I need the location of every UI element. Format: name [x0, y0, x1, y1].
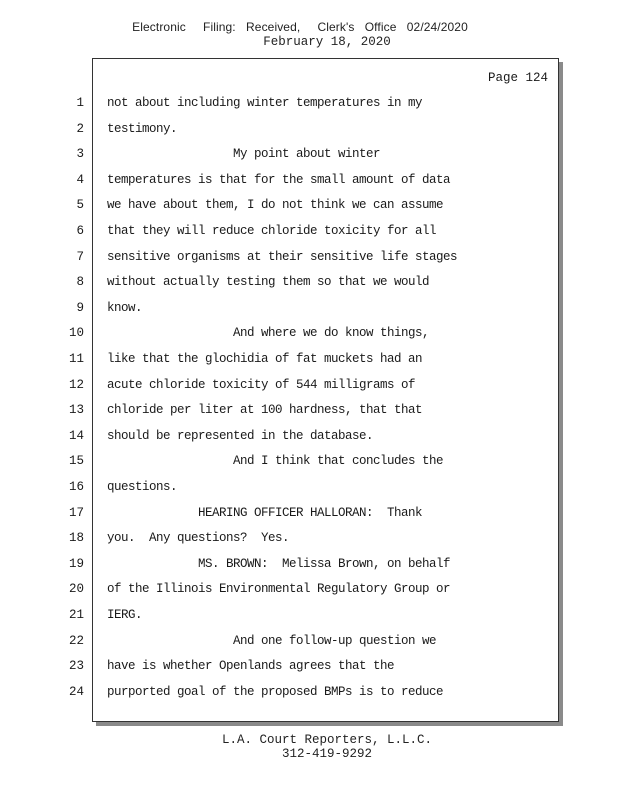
line-text: testimony.	[107, 121, 178, 136]
line-number: 9	[76, 300, 84, 315]
reporter-phone: 312-419-9292	[281, 747, 372, 761]
line-text: know.	[107, 300, 143, 315]
line-number: 21	[68, 608, 84, 622]
page-number: Page 124	[488, 71, 549, 85]
line-number: 18	[68, 531, 84, 546]
line-number: 23	[68, 659, 84, 674]
line-number: 20	[68, 582, 84, 597]
line-number: 1	[76, 96, 84, 110]
line-text: IERG.	[107, 608, 143, 622]
reporter-footer	[0, 733, 618, 761]
line-number: 11	[68, 352, 84, 366]
line-text: questions.	[107, 480, 178, 494]
line-text: acute chloride toxicity of 544 milligrams of	[107, 377, 416, 392]
line-text: sensitive organisms at their sensitive life stages	[107, 249, 458, 264]
line-number: 13	[68, 403, 84, 418]
line-text: And where we do know things,	[107, 326, 430, 341]
line-text: And one follow-up question we	[107, 633, 437, 648]
line-text: My point about winter	[107, 147, 381, 162]
line-number: 7	[76, 249, 84, 264]
line-text: HEARING OFFICER HALLORAN: Thank	[107, 505, 423, 520]
line-number: 22	[68, 633, 84, 648]
line-text: not about including winter temperatures in my	[107, 96, 423, 110]
line-number: 5	[76, 198, 84, 213]
line-number: 6	[76, 224, 84, 238]
line-text: temperatures is that for the small amount of data	[107, 172, 451, 187]
filing-stamp: Electronic Filing: Received, Clerk's Office 02/24/2020	[132, 20, 468, 34]
line-text: we have about them, I do not think we can assume	[107, 198, 444, 213]
line-text: purported goal of the proposed BMPs is to reduce	[107, 684, 444, 699]
line-number: 19	[68, 556, 84, 571]
line-number: 17	[68, 505, 84, 520]
line-number: 8	[76, 275, 84, 290]
line-number: 24	[68, 684, 84, 699]
line-number: 3	[76, 147, 84, 162]
line-text: you. Any questions? Yes.	[107, 531, 290, 546]
line-text: should be represented in the database.	[107, 428, 374, 443]
line-number: 10	[68, 326, 84, 341]
reporter-name: L.A. Court Reporters, L.L.C.	[221, 733, 433, 747]
line-text: like that the glochidia of fat muckets had an	[107, 352, 423, 366]
line-number: 16	[68, 480, 84, 494]
line-number: 14	[68, 428, 84, 443]
line-number: 2	[76, 121, 84, 136]
line-text: without actually testing them so that we would	[107, 275, 430, 290]
line-number: 15	[68, 454, 84, 469]
line-number: 12	[68, 377, 84, 392]
line-text: And I think that concludes the	[107, 454, 444, 469]
line-number: 4	[76, 172, 84, 187]
line-text: chloride per liter at 100 hardness, that that	[107, 403, 423, 418]
line-text: have is whether Openlands agrees that the	[107, 659, 395, 674]
line-text: that they will reduce chloride toxicity for all	[107, 224, 437, 238]
hearing-date: February 18, 2020	[263, 35, 391, 49]
line-text: MS. BROWN: Melissa Brown, on behalf	[107, 556, 451, 571]
line-text: of the Illinois Environmental Regulatory Group or	[107, 582, 451, 597]
